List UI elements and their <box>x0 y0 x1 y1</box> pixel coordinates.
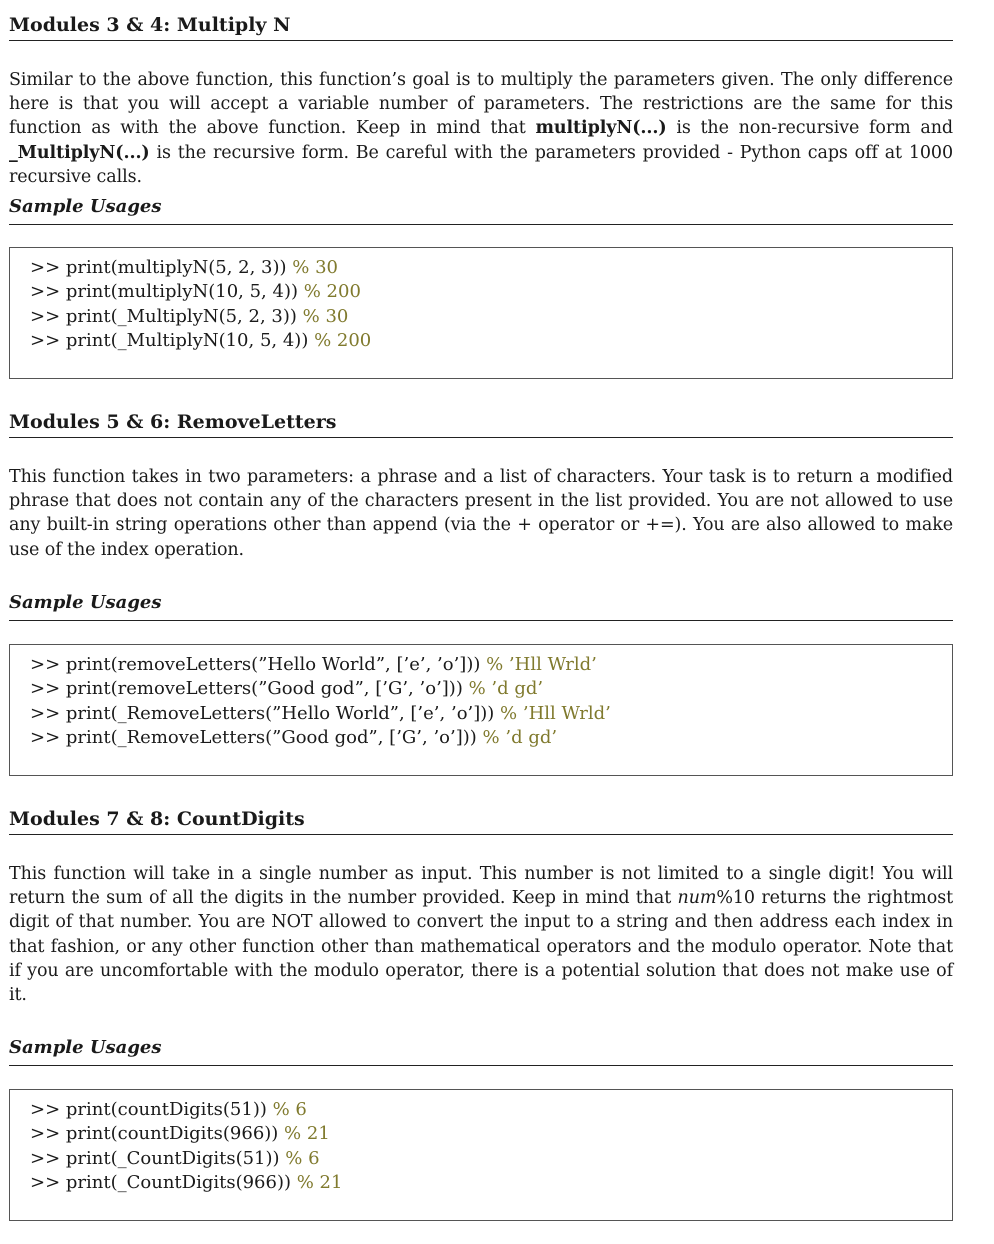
code-comment: % ’d gd’ <box>468 678 544 700</box>
code-comment: % ’d gd’ <box>482 726 558 748</box>
section-paragraph: This function takes in two parameters: a phrase and a list of characters. Your task is to return a modified phrase that does not contain any of the characters present in the list provided. You are not allowed to use any built-in string operations other than append (via the + operator or +=). You are also allowed to make use of the index operation. <box>9 467 953 560</box>
paragraph-text: %10 returns the rightmost digit of that number. You are NOT allowed to convert the input to a string and then address each index in that fashion, or any other function other than mathematical operators and the modulo operator. Note that if you are uncomfortable with the modulo operator, there is a potential solution that does not make use of it. <box>9 888 954 1006</box>
section-title: Modules 5 & 6: RemoveLetters <box>9 409 953 438</box>
code-line <box>30 305 932 329</box>
code-line <box>30 329 932 353</box>
code-text: >> print(_CountDigits(51)) <box>30 1147 286 1169</box>
code-comment: % 200 <box>303 281 361 303</box>
code-line <box>30 280 932 304</box>
code-comment: % 21 <box>296 1171 343 1193</box>
sample-usages-header <box>9 1035 953 1066</box>
code-text: >> print(countDigits(51)) <box>30 1099 273 1120</box>
sample-usages-title: Sample Usages <box>9 194 953 225</box>
code-line <box>30 1147 932 1171</box>
code-text: >> print(_RemoveLetters(”Hello World”, [’e’, ’o’])) <box>30 702 501 724</box>
code-line <box>30 1122 932 1146</box>
code-comment: % 6 <box>285 1147 320 1169</box>
code-comment: % 30 <box>302 305 349 327</box>
section-remove-letters <box>9 409 953 562</box>
paragraph-text: Similar to the above function, this function’s goal is to multiply the parameters given. The only difference here is that you will accept a variable number of parameters. The restrictions are the same for this function as with the above function. Keep in mind that <box>9 70 953 139</box>
sample-usages-title: Sample Usages <box>9 1035 953 1066</box>
paragraph-italic: num <box>677 888 717 909</box>
section-title: Modules 3 & 4: Multiply N <box>9 12 953 41</box>
sample-usages-title: Sample Usages <box>9 590 953 621</box>
code-comment: % ’Hll Wrld’ <box>500 702 611 724</box>
code-line <box>30 702 932 726</box>
code-block <box>9 644 953 776</box>
code-line <box>30 1098 932 1122</box>
code-line <box>30 1171 932 1195</box>
code-text: >> print(_CountDigits(966)) <box>30 1171 297 1193</box>
code-comment: % ’Hll Wrld’ <box>486 654 597 675</box>
code-text: >> print(_RemoveLetters(”Good god”, [’G’, ’o’])) <box>30 726 483 748</box>
code-block <box>9 247 953 379</box>
code-comment: % 21 <box>284 1123 330 1145</box>
section-title: Modules 7 & 8: CountDigits <box>9 806 953 835</box>
section-paragraph <box>9 862 953 1007</box>
code-comment: % 30 <box>292 257 338 278</box>
section-multiply-n <box>9 12 953 189</box>
code-text: >> print(_MultiplyN(10, 5, 4)) <box>30 329 315 351</box>
section-count-digits <box>9 806 953 1007</box>
paragraph-text: is the non-recursive form and <box>666 118 953 139</box>
code-text: >> print(countDigits(966)) <box>30 1123 285 1145</box>
code-line <box>30 726 932 750</box>
code-line <box>30 677 932 701</box>
code-text: >> print(multiplyN(5, 2, 3)) <box>30 257 293 278</box>
sample-usages-header <box>9 194 953 225</box>
code-block <box>9 1089 953 1221</box>
code-text: >> print(removeLetters(”Hello World”, [’e’, ’o’])) <box>30 654 487 675</box>
code-line <box>30 653 932 677</box>
paragraph-text: is the recursive form. Be careful with the parameters provided - Python caps off at 1000 recursive calls. <box>9 142 953 187</box>
code-text: >> print(_MultiplyN(5, 2, 3)) <box>30 305 303 327</box>
paragraph-bold: multiplyN(...) <box>535 118 667 139</box>
paragraph-bold: _MultiplyN(...) <box>9 142 150 163</box>
sample-usages-header <box>9 590 953 621</box>
paragraph-text: This function will take in a single number as input. This number is not limited to a single digit! You will return the sum of all the digits in the number provided. Keep in mind that <box>9 864 953 909</box>
section-paragraph <box>9 68 953 189</box>
code-comment: % 6 <box>272 1099 307 1120</box>
code-line <box>30 256 932 280</box>
code-text: >> print(removeLetters(”Good god”, [’G’, ’o’])) <box>30 678 469 700</box>
code-comment: % 200 <box>314 329 372 351</box>
code-text: >> print(multiplyN(10, 5, 4)) <box>30 281 304 303</box>
